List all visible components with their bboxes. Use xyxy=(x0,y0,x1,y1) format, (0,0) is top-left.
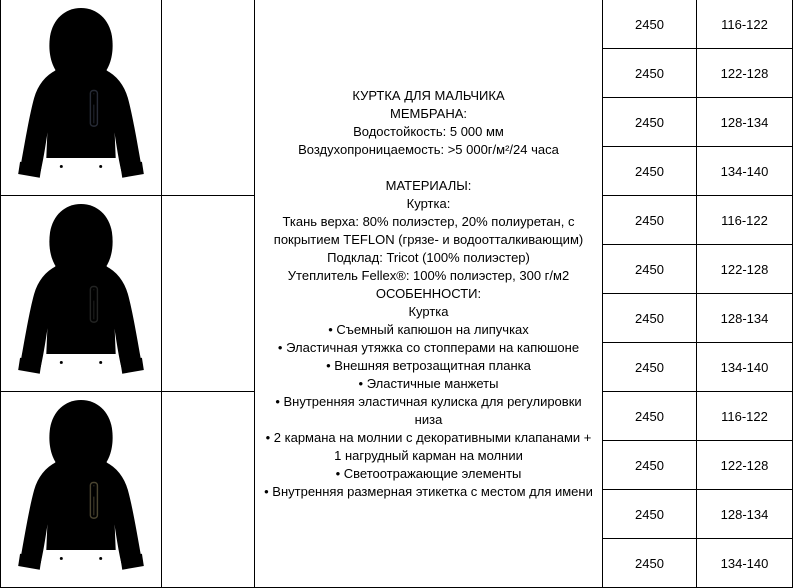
price-cell: 2450 xyxy=(603,392,697,441)
price-cell: 2450 xyxy=(603,49,697,98)
size-cell: 122-128 xyxy=(697,245,793,294)
price-cell: 2450 xyxy=(603,441,697,490)
description-line: • Внутренняя эластичная кулиска для регулировки низа xyxy=(275,393,582,427)
size-cell: 116-122 xyxy=(697,196,793,245)
product-image-cell xyxy=(1,0,162,196)
size-cell: 122-128 xyxy=(697,441,793,490)
product-description-cell xyxy=(255,0,603,588)
description-line: • Эластичные манжеты xyxy=(358,375,499,391)
size-cell: 134-140 xyxy=(697,539,793,588)
description-line xyxy=(263,159,594,177)
description-line: Водостойкость: 5 000 мм xyxy=(353,123,504,139)
description-line: ОСОБЕННОСТИ: xyxy=(375,285,482,301)
jacket-illustration-navy xyxy=(6,4,156,192)
price-cell: 2450 xyxy=(603,98,697,147)
price-cell: 2450 xyxy=(603,539,697,588)
price-cell: 2450 xyxy=(603,490,697,539)
description-line: • Съемный капюшон на липучках xyxy=(328,321,529,337)
description-line: • 2 кармана на молнии с декоративными клапанами + 1 нагрудный карман на молнии xyxy=(265,429,592,463)
size-cell: 134-140 xyxy=(697,343,793,392)
description-line: МАТЕРИАЛЫ: xyxy=(385,177,472,193)
jacket-illustration-yellow xyxy=(6,396,156,584)
description-line: Куртка xyxy=(408,303,449,319)
empty-cell xyxy=(162,392,255,588)
empty-cell xyxy=(162,196,255,392)
size-cell: 122-128 xyxy=(697,49,793,98)
description-line: • Эластичная утяжка со стопперами на капюшоне xyxy=(277,339,580,355)
description-line: КУРТКА ДЛЯ МАЛЬЧИКА xyxy=(352,87,505,103)
description-line: МЕМБРАНА: xyxy=(389,105,467,121)
size-cell: 128-134 xyxy=(697,294,793,343)
product-image-cell xyxy=(1,196,162,392)
size-cell: 128-134 xyxy=(697,98,793,147)
price-cell: 2450 xyxy=(603,245,697,294)
description-line: Подклад: Tricot (100% полиэстер) xyxy=(327,249,530,265)
price-cell: 2450 xyxy=(603,147,697,196)
price-cell: 2450 xyxy=(603,196,697,245)
description-line: Воздухопроницаемость: >5 000г/м²/24 часа xyxy=(298,141,559,157)
price-cell: 2450 xyxy=(603,0,697,49)
description-line: • Внутренняя размерная этикетка с местом для имени xyxy=(264,483,593,499)
size-cell: 128-134 xyxy=(697,490,793,539)
jacket-illustration-gray xyxy=(6,200,156,388)
price-cell: 2450 xyxy=(603,294,697,343)
price-cell: 2450 xyxy=(603,343,697,392)
description-line: Куртка: xyxy=(406,195,451,211)
size-cell: 134-140 xyxy=(697,147,793,196)
description-line: Утеплитель Fellex®: 100% полиэстер, 300 г/м2 xyxy=(287,267,570,283)
size-cell: 116-122 xyxy=(697,392,793,441)
description-line: • Внешняя ветрозащитная планка xyxy=(326,357,531,373)
description-line: Ткань верха: 80% полиэстер, 20% полиуретан, с покрытием TEFLON (грязе- и водоотталкивающим) xyxy=(273,213,584,247)
size-cell: 116-122 xyxy=(697,0,793,49)
empty-cell xyxy=(162,0,255,196)
description-line: • Светоотражающие элементы xyxy=(335,465,522,481)
product-image-cell xyxy=(1,392,162,588)
